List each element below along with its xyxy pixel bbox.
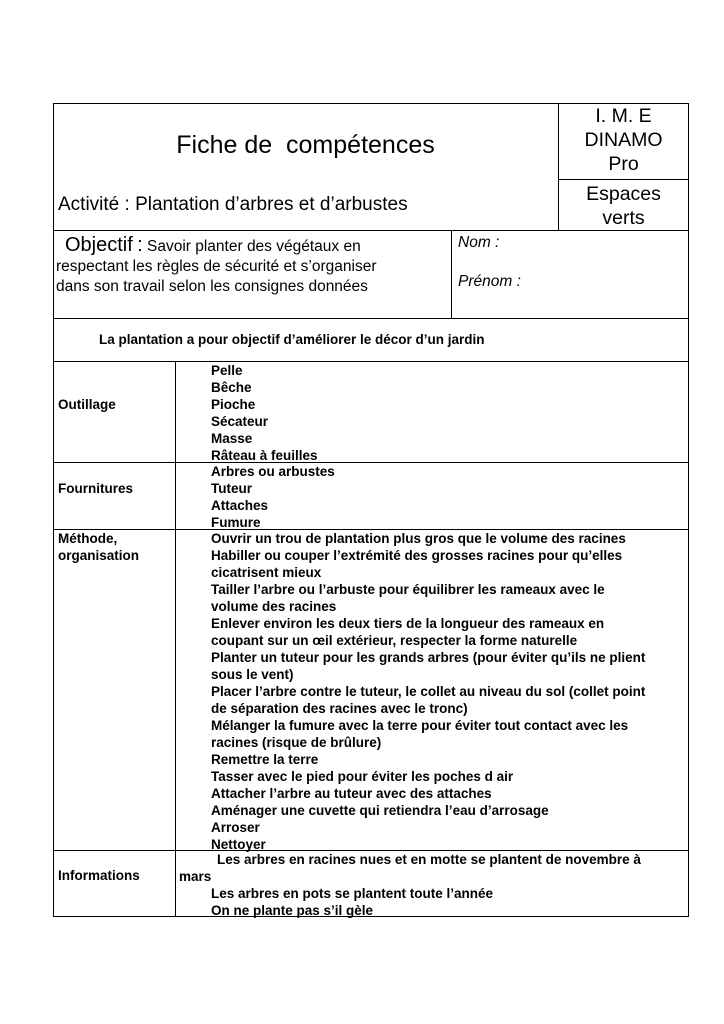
- list-item: Pioche: [211, 397, 256, 412]
- section-label-outillage: Outillage: [58, 397, 116, 412]
- nom-label: Nom :: [458, 234, 500, 251]
- methode-steps: [211, 530, 645, 853]
- step-line: racines (risque de brûlure): [211, 735, 382, 750]
- list-item: Masse: [211, 431, 253, 446]
- rule-header-split: [558, 179, 689, 180]
- list-item: Pelle: [211, 363, 243, 378]
- list-item: Sécateur: [211, 414, 269, 429]
- step-line: Aménager une cuvette qui retiendra l’eau d’arrosage: [211, 803, 549, 818]
- step-line: Remettre la terre: [211, 752, 319, 767]
- step-line: Ouvrir un trou de plantation plus gros que le volume des racines: [211, 531, 626, 546]
- info-line: On ne plante pas s’il gèle: [211, 903, 374, 918]
- info-line: Les arbres en racines nues et en motte se plantent de novembre à: [217, 852, 641, 867]
- step-line: Arroser: [211, 820, 260, 835]
- list-item: Tuteur: [211, 481, 252, 496]
- step-line: Nettoyer: [211, 837, 266, 852]
- list-item: Arbres ou arbustes: [211, 464, 335, 479]
- organization-name: I. M. E DINAMO Pro: [584, 105, 663, 175]
- intro-statement: La plantation a pour objectif d’améliorer le décor d’un jardin: [99, 332, 485, 347]
- rule-outillage-bottom: [53, 462, 689, 463]
- outillage-list: [211, 362, 318, 464]
- activity-title: Activité : Plantation d’arbres et d’arbustes: [58, 194, 408, 215]
- step-line: de séparation des racines avec le tronc): [211, 701, 468, 716]
- rule-objective-bottom: [53, 318, 689, 319]
- list-item: Fumure: [211, 515, 261, 530]
- fournitures-list: [211, 463, 335, 531]
- objective-text: Objectif : Savoir planter des végétaux en respectant les règles de sécurité et s’organiser dans son travail selon les consignes données: [56, 234, 377, 295]
- step-line: coupant sur un œil extérieur, respecter la forme naturelle: [211, 633, 578, 648]
- rule-objective-column: [451, 230, 452, 318]
- rule-header-bottom: [53, 230, 689, 231]
- page-title: Fiche de compétences: [176, 131, 435, 159]
- step-line: sous le vent): [211, 667, 294, 682]
- info-line-continued: mars: [179, 869, 212, 884]
- domain-name: Espaces verts: [586, 183, 661, 229]
- step-line: cicatrisent mieux: [211, 565, 322, 580]
- info-line: Les arbres en pots se plantent toute l’année: [211, 886, 494, 901]
- section-label-fournitures: Fournitures: [58, 481, 134, 496]
- step-line: Mélanger la fumure avec la terre pour éviter tout contact avec les: [211, 718, 629, 733]
- step-line: Tailler l’arbre ou l’arbuste pour équilibrer les rameaux avec le: [211, 582, 605, 597]
- informations-list: [211, 885, 493, 919]
- section-label-methode: Méthode, organisation: [58, 531, 140, 563]
- step-line: Tasser avec le pied pour éviter les poches d air: [211, 769, 514, 784]
- step-line: Habiller ou couper l’extrémité des grosses racines pour qu’elles: [211, 548, 623, 563]
- rule-label-column: [175, 361, 176, 917]
- step-line: Attacher l’arbre au tuteur avec des attaches: [211, 786, 492, 801]
- objective-label: Objectif: [65, 234, 133, 256]
- prenom-label: Prénom :: [458, 273, 521, 290]
- rule-intro-bottom: [53, 361, 689, 362]
- step-line: Planter un tuteur pour les grands arbres (pour éviter qu’ils ne plient: [211, 650, 646, 665]
- section-label-informations: Informations: [58, 868, 140, 883]
- list-item: Bêche: [211, 380, 252, 395]
- step-line: Enlever environ les deux tiers de la longueur des rameaux en: [211, 616, 605, 631]
- step-line: volume des racines: [211, 599, 337, 614]
- list-item: Râteau à feuilles: [211, 448, 318, 463]
- step-line: Placer l’arbre contre le tuteur, le collet au niveau du sol (collet point: [211, 684, 646, 699]
- list-item: Attaches: [211, 498, 269, 513]
